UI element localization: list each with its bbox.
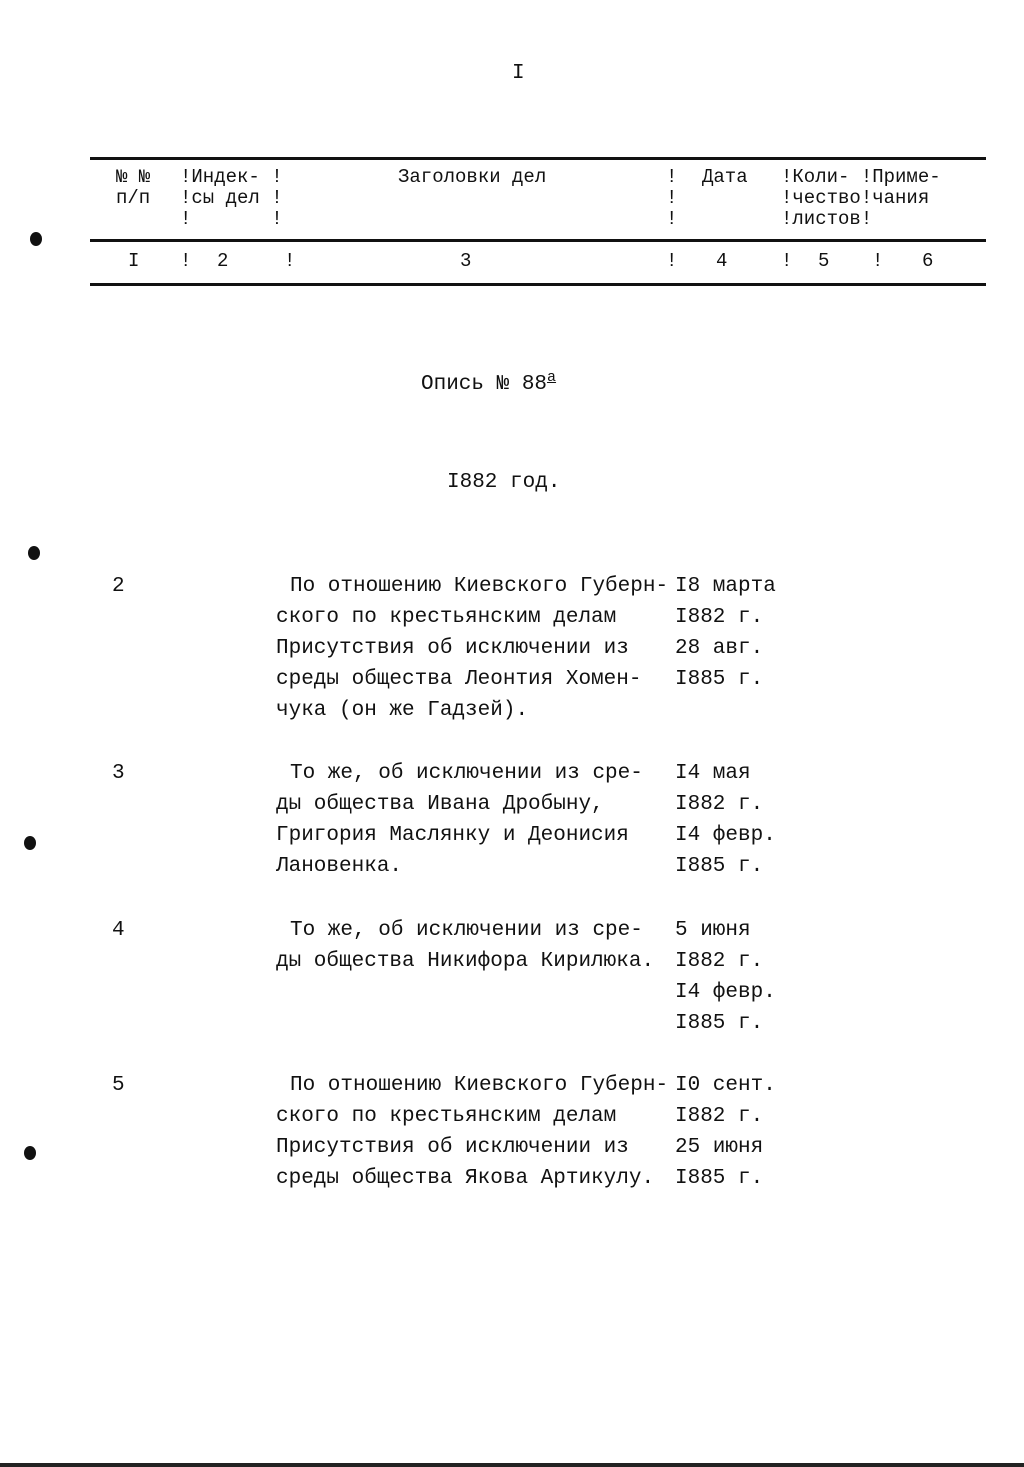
entry-title-line: По отношению Киевского Губерн- — [290, 575, 669, 598]
entry-title-line: чука (он же Гадзей). — [276, 699, 529, 722]
entry-title-line: ды общества Ивана Дробыну, — [276, 793, 604, 816]
entry-date-line: I885 г. — [675, 668, 764, 691]
entry-title-line: ского по крестьянским делам — [276, 1105, 617, 1128]
entry-dates — [675, 758, 776, 882]
entry-date-line: I4 февр. — [675, 981, 776, 1004]
col-header-number: № № п/п — [116, 166, 151, 209]
entry-date-line: I8 марта — [675, 575, 776, 598]
header-rule-bottom — [90, 283, 986, 286]
col-num-3: 3 — [460, 250, 472, 272]
punch-hole — [24, 836, 36, 850]
header-rule-top — [90, 157, 986, 160]
year-heading: I882 год. — [447, 471, 561, 494]
col-num-4: 4 — [716, 250, 728, 272]
header-rule-mid — [90, 239, 986, 242]
page-edge — [0, 1463, 1024, 1467]
entry-title-line: По отношению Киевского Губерн- — [290, 1074, 669, 1097]
page-number: I — [512, 62, 525, 85]
col-header-titles: Заголовки дел — [398, 166, 547, 188]
entry-dates — [675, 1070, 776, 1194]
entry-title-line: Присутствия об исключении из — [276, 1136, 629, 1159]
entry-date-line: I885 г. — [675, 855, 764, 878]
entry-title — [276, 758, 643, 882]
col-num-1: I — [128, 250, 140, 272]
entry-dates — [675, 571, 776, 695]
entry-date-line: 28 авг. — [675, 637, 764, 660]
entry-date-line: I882 г. — [675, 606, 764, 629]
entry-title — [276, 1070, 668, 1194]
entry-title-line: ского по крестьянским делам — [276, 606, 617, 629]
entry-date-line: 5 июня — [675, 919, 751, 942]
inventory-title — [421, 362, 556, 400]
entry-title — [276, 571, 668, 726]
punch-hole — [28, 546, 40, 560]
entry-title-line: Григория Маслянку и Деонисия — [276, 824, 629, 847]
punch-hole — [24, 1146, 36, 1160]
entry-date-line: I0 сент. — [675, 1074, 776, 1097]
entry-date-line: I882 г. — [675, 793, 764, 816]
entry-title-line: среды общества Леонтия Хомен- — [276, 668, 642, 691]
entry-date-line: I4 февр. — [675, 824, 776, 847]
entry-number: 3 — [112, 762, 125, 785]
entry-title-line: То же, об исключении из сре- — [290, 762, 643, 785]
col-header-sheets-notes: !Коли- !Приме- !чество!чания !листов! — [781, 166, 941, 230]
col-sep: ! — [284, 250, 296, 272]
col-sep: ! — [666, 250, 678, 272]
entry-date-line: I882 г. — [675, 950, 764, 973]
col-num-5: 5 — [818, 250, 830, 272]
punch-hole — [30, 232, 42, 246]
entry-title-line: Присутствия об исключении из — [276, 637, 629, 660]
entry-title — [276, 915, 654, 977]
entry-date-line: I4 мая — [675, 762, 751, 785]
entry-dates — [675, 915, 776, 1039]
inventory-title-text: Опись № 88 — [421, 373, 548, 396]
entry-date-line: I885 г. — [675, 1012, 764, 1035]
entry-date-line: I882 г. — [675, 1105, 764, 1128]
entry-number: 5 — [112, 1074, 125, 1097]
col-sep: ! — [872, 250, 884, 272]
col-header-date: Дата — [702, 166, 748, 188]
col-separator: ! ! ! — [666, 166, 678, 230]
entry-title-line: среды общества Якова Артикулу. — [276, 1167, 655, 1190]
inventory-suffix: а — [547, 369, 557, 386]
entry-title-line: То же, об исключении из сре- — [290, 919, 643, 942]
entry-date-line: I885 г. — [675, 1167, 764, 1190]
col-num-2: 2 — [217, 250, 229, 272]
col-num-6: 6 — [922, 250, 934, 272]
entry-title-line: Лановенка. — [276, 855, 403, 878]
entry-title-line: ды общества Никифора Кирилюка. — [276, 950, 655, 973]
entry-number: 4 — [112, 919, 125, 942]
col-sep: ! — [781, 250, 793, 272]
entry-number: 2 — [112, 575, 125, 598]
entry-date-line: 25 июня — [675, 1136, 764, 1159]
col-sep: ! — [180, 250, 192, 272]
col-header-index: !Индек- ! !сы дел ! ! ! — [180, 166, 283, 230]
